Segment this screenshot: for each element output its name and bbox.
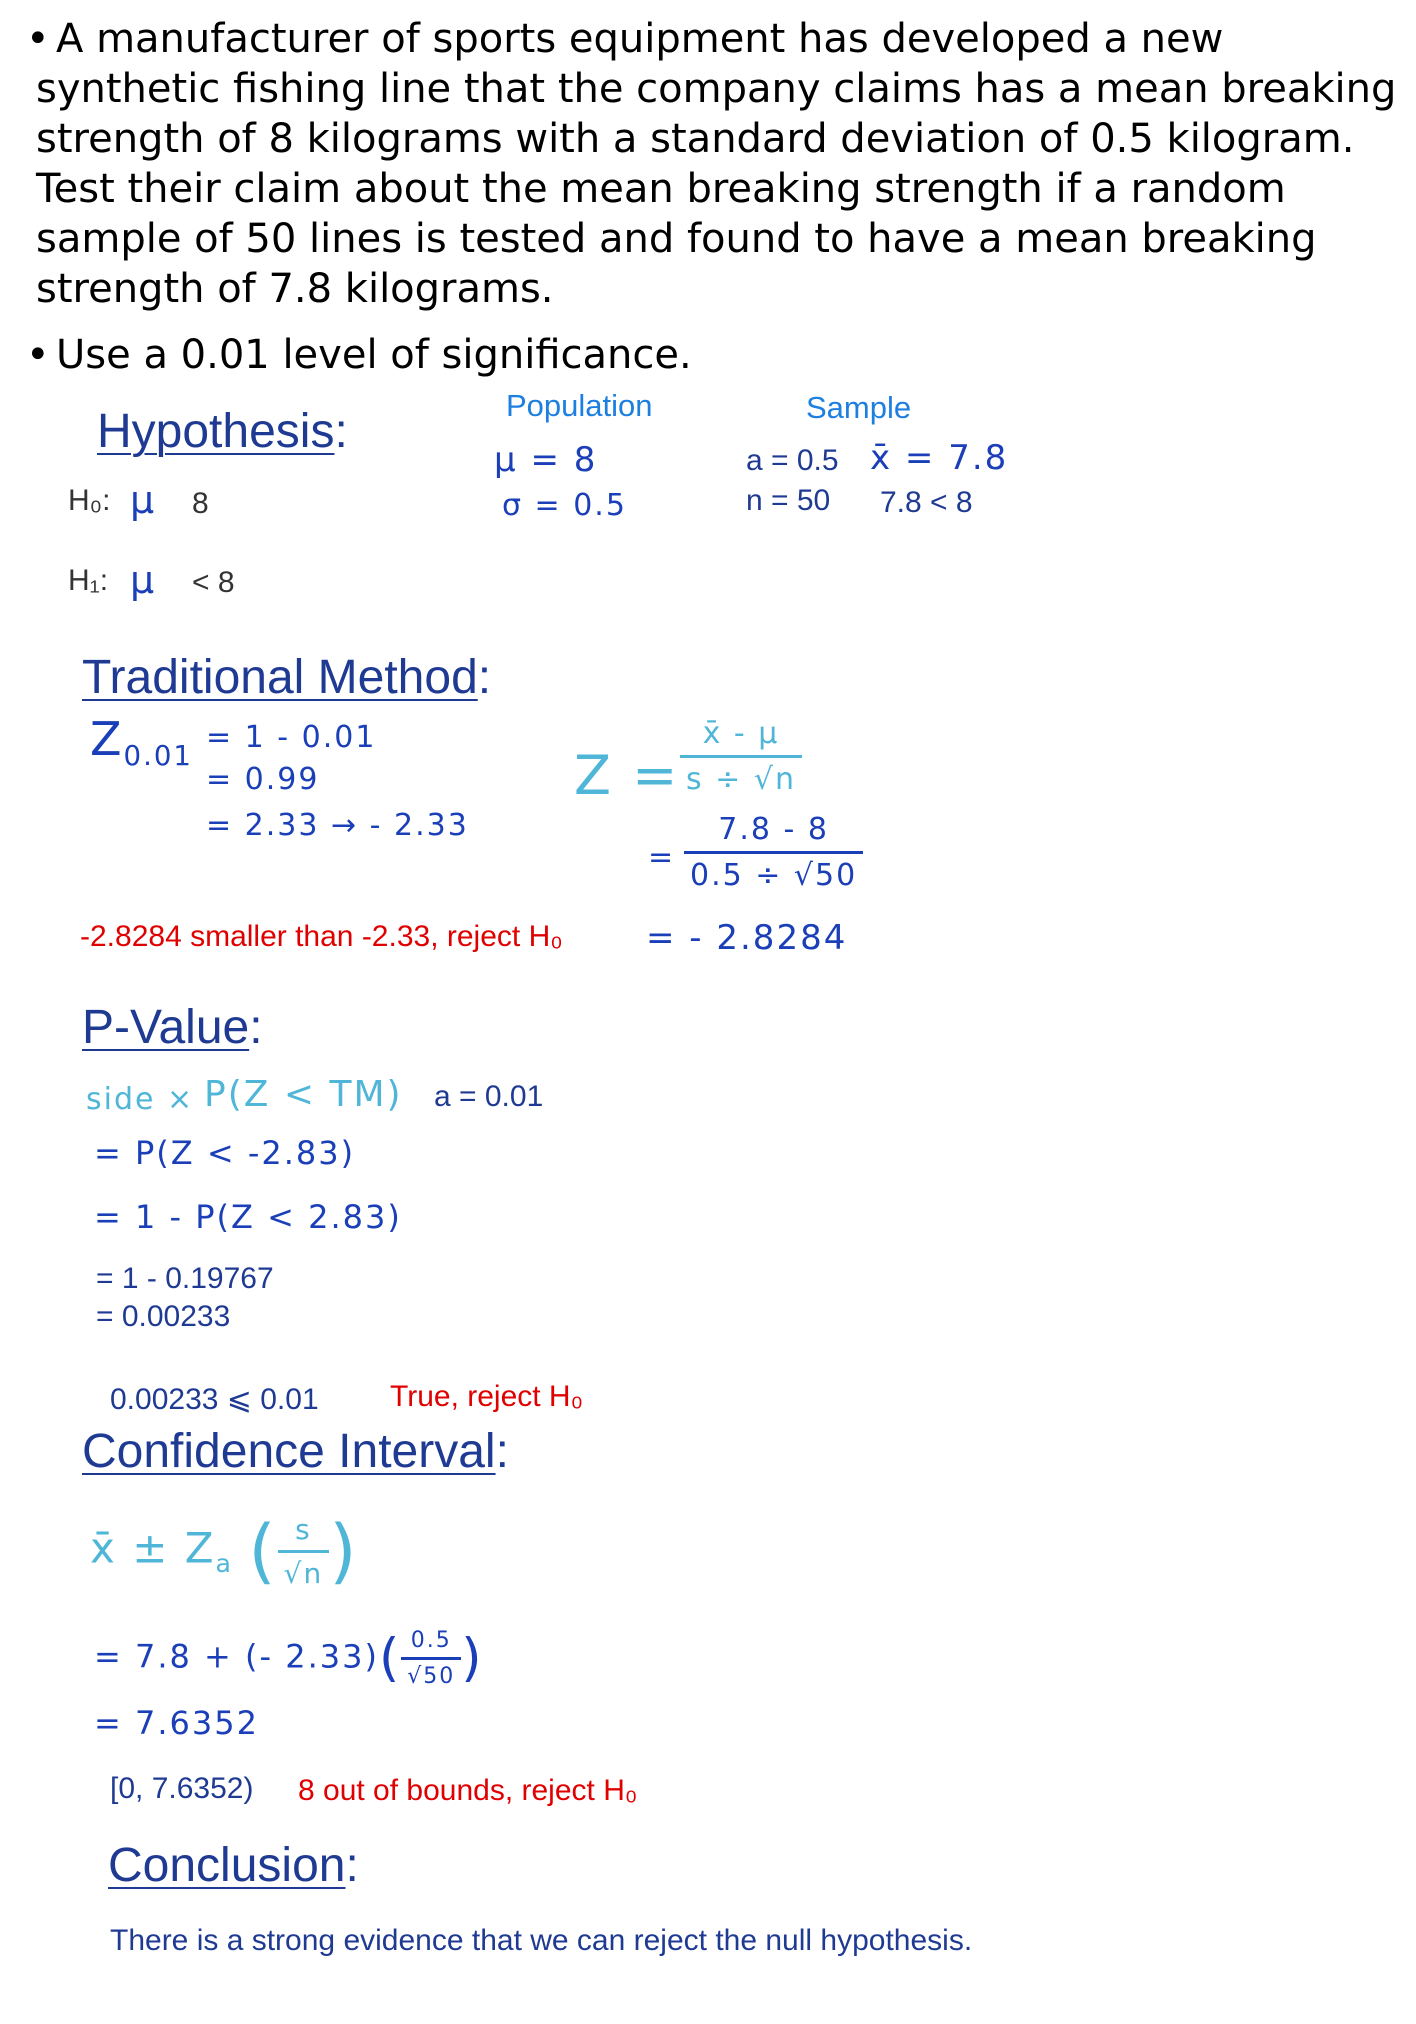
ci-heading: Confidence Interval: [82, 1425, 509, 1478]
z-critical: $Z_{0.01}$ [90, 712, 193, 773]
bullet: • [26, 16, 50, 62]
z-eq-sign: = [648, 840, 676, 875]
sample-compare: 7.8 < 8 [880, 486, 973, 519]
traditional-line-3: = 2.33 → - 2.33 [206, 808, 469, 843]
traditional-heading: Traditional Method: [82, 651, 492, 704]
z-formula-fraction: $\frac{x̄ - \mu}{s \div √n}$ [680, 716, 802, 797]
population-mu: μ = 8 [494, 440, 598, 480]
conclusion-heading: Conclusion: [108, 1839, 359, 1892]
z-result: = - 2.8284 [646, 918, 848, 958]
pvalue-line-1: = P(Z < -2.83) [94, 1134, 356, 1172]
pvalue-line-3: = 1 - 0.19767 [96, 1262, 274, 1295]
sample-label: Sample [806, 390, 912, 425]
pvalue-alpha: a = 0.01 [434, 1080, 544, 1113]
hypothesis-heading: Hypothesis: [97, 405, 348, 458]
statement-line-6: strength of 7.8 kilograms. [36, 266, 554, 312]
pvalue-heading: P-Value: [82, 1001, 263, 1054]
pvalue-line-2: = 1 - P(Z < 2.83) [94, 1198, 402, 1236]
h0-value: 8 [192, 487, 209, 520]
sample-a: a = 0.5 [746, 444, 839, 477]
ci-formula: x̄ ± $Z_a$ ( $\frac{s}{√n}$ ) [90, 1510, 359, 1592]
population-label: Population [506, 388, 653, 423]
pvalue-compare: 0.00233 ⩽ 0.01 [110, 1383, 319, 1416]
ci-line-2: = 7.6352 [94, 1704, 259, 1742]
statement-line-2: synthetic fishing line that the company claims has a mean breaking [36, 66, 1397, 112]
sample-n: n = 50 [746, 484, 831, 517]
traditional-decision: -2.8284 smaller than -2.33, reject H₀ [80, 920, 563, 953]
traditional-line-2: = 0.99 [206, 762, 320, 797]
statement-line-5: sample of 50 lines is tested and found to have a mean breaking [36, 216, 1317, 262]
z-formula-label: Z = [574, 744, 680, 807]
h1-label: H₁: [68, 564, 109, 597]
population-sigma: σ = 0.5 [502, 488, 627, 523]
pvalue-formula: P(Z < TM) [204, 1074, 403, 1115]
h0-label: H₀: [68, 484, 111, 517]
ci-interval: [0, 7.6352) [110, 1772, 254, 1805]
ci-line-1: = 7.8 + (- 2.33)( $\frac{0.5}{√50}$ ) [94, 1628, 484, 1689]
h0-mu: μ [130, 478, 157, 522]
significance-line: Use a 0.01 level of significance. [56, 332, 692, 378]
statement-line-1: A manufacturer of sports equipment has developed a new [56, 16, 1224, 62]
ci-decision: 8 out of bounds, reject H₀ [298, 1774, 638, 1807]
h1-value: < 8 [192, 566, 235, 599]
conclusion-text: There is a strong evidence that we can reject the null hypothesis. [110, 1924, 973, 1957]
bullet: • [26, 332, 50, 378]
h1-mu: μ [130, 558, 157, 602]
pvalue-decision: True, reject H₀ [390, 1380, 584, 1413]
pvalue-side: side × [86, 1082, 195, 1117]
z-substitution-fraction: $\frac{7.8 - 8}{0.5 \div √50}$ [684, 812, 863, 893]
traditional-line-1: = 1 - 0.01 [206, 720, 377, 755]
pvalue-line-4: = 0.00233 [96, 1300, 231, 1333]
statement-line-4: Test their claim about the mean breaking strength if a random [36, 166, 1286, 212]
statement-line-3: strength of 8 kilograms with a standard deviation of 0.5 kilogram. [36, 116, 1355, 162]
sample-xbar: x̄ = 7.8 [870, 438, 1009, 478]
